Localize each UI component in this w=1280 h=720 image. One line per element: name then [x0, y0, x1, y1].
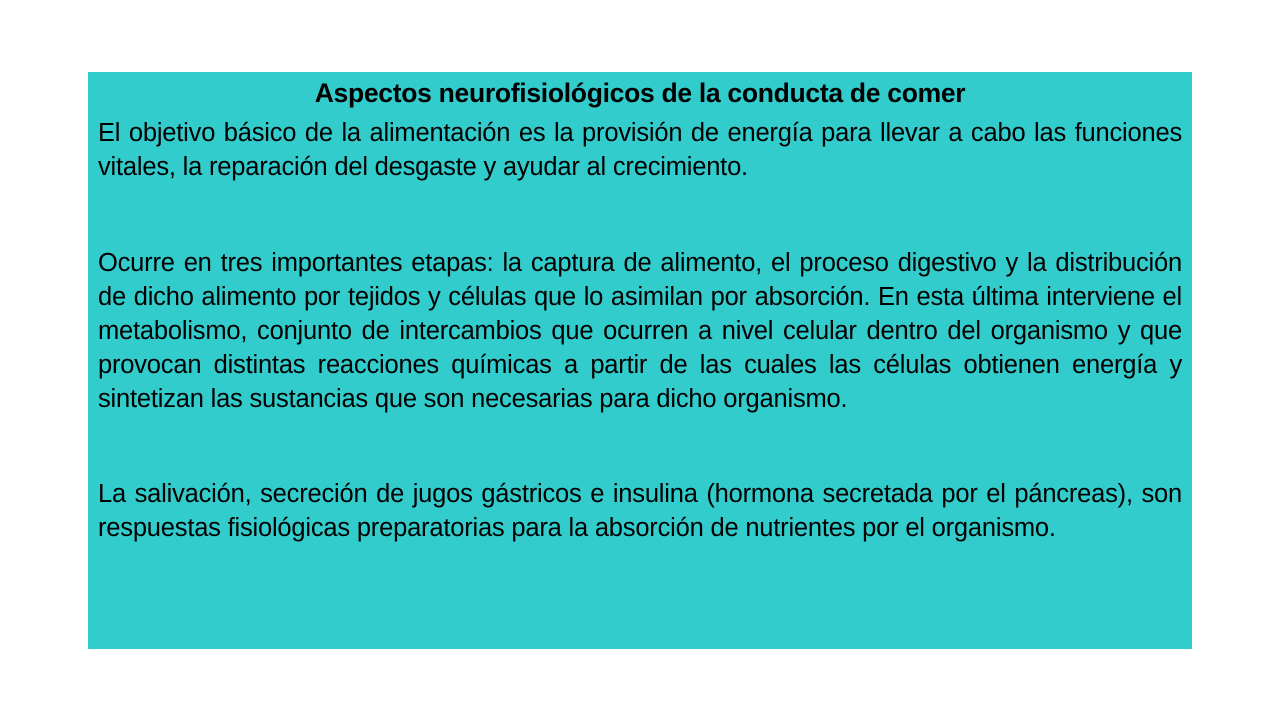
paragraph-salivation: La salivación, secreción de jugos gástricos e insulina (hormona secretada por el páncreas), son respuestas fisiológicas preparatorias para la absorción de nutrientes por el organismo.	[98, 480, 1182, 542]
paragraph-objective: El objetivo básico de la alimentación es la provisión de energía para llevar a cabo las funciones vitales, la reparación del desgaste y ayudar al crecimiento.	[98, 119, 1182, 181]
paragraph-stages: Ocurre en tres importantes etapas: la captura de alimento, el proceso digestivo y la distribución de dicho alimento por tejidos y células que lo asimilan por absorción. En esta última interviene el metabolismo, conjunto de intercambios que ocurren a nivel celular dentro del organismo y que provocan distintas reacciones químicas a partir de las cuales las células obtienen energía y sintetizan las sustancias que son necesarias para dicho organismo.	[98, 249, 1182, 413]
content-text-box	[88, 72, 1192, 649]
slide-title: Aspectos neurofisiológicos de la conducta de comer	[314, 78, 966, 108]
